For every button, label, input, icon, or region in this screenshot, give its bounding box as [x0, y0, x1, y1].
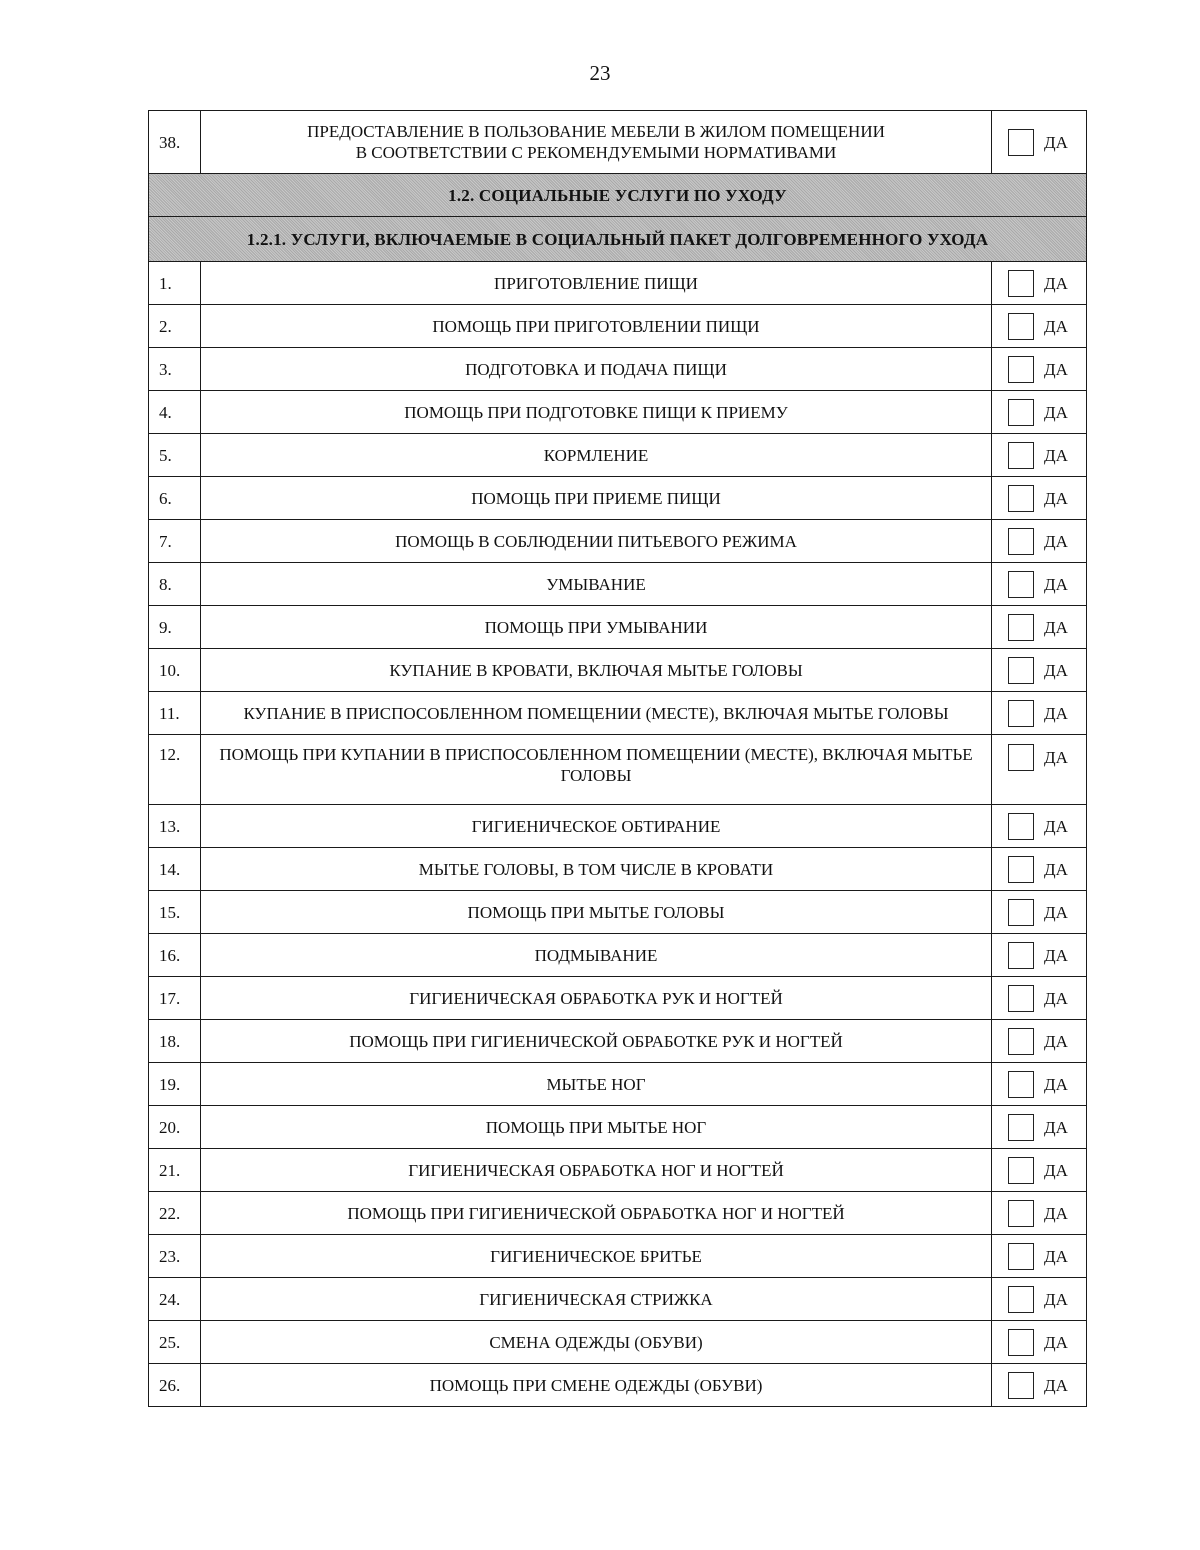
row-checkbox-cell [992, 477, 1087, 520]
row-number: 14. [149, 848, 201, 891]
row-checkbox-cell [992, 977, 1087, 1020]
row-service-name: ПОМОЩЬ В СОБЛЮДЕНИИ ПИТЬЕВОГО РЕЖИМА [201, 520, 992, 563]
row-service-name: ПОМОЩЬ ПРИ ПРИЕМЕ ПИЩИ [201, 477, 992, 520]
yes-checkbox-label: ДА [1044, 1203, 1068, 1223]
row-service-name: ПОМОЩЬ ПРИ ПРИГОТОВЛЕНИИ ПИЩИ [201, 305, 992, 348]
row-service-name: ПОМОЩЬ ПРИ ГИГИЕНИЧЕСКОЙ ОБРАБОТКЕ РУК И НОГТЕЙ [201, 1020, 992, 1063]
row-service-name: ПОМОЩЬ ПРИ УМЫВАНИИ [201, 606, 992, 649]
row-number: 8. [149, 563, 201, 606]
table-row [149, 805, 1087, 848]
table-row [149, 111, 1087, 174]
row-service-name: УМЫВАНИЕ [201, 563, 992, 606]
table-row [149, 1063, 1087, 1106]
table-row [149, 1106, 1087, 1149]
yes-checkbox[interactable] [1008, 313, 1034, 340]
row-number: 5. [149, 434, 201, 477]
row-number: 38. [149, 111, 201, 174]
yes-checkbox[interactable] [1008, 1372, 1034, 1399]
table-row [149, 1192, 1087, 1235]
yes-checkbox-label: ДА [1044, 273, 1068, 293]
row-number: 3. [149, 348, 201, 391]
row-checkbox-cell [992, 305, 1087, 348]
section-title: 1.2. СОЦИАЛЬНЫЕ УСЛУГИ ПО УХОДУ [149, 174, 1087, 217]
table-row [149, 1278, 1087, 1321]
yes-checkbox-label: ДА [1044, 132, 1068, 152]
row-service-name: ГИГИЕНИЧЕСКАЯ ОБРАБОТКА РУК И НОГТЕЙ [201, 977, 992, 1020]
table-row [149, 1149, 1087, 1192]
row-number: 16. [149, 934, 201, 977]
row-service-name: КУПАНИЕ В КРОВАТИ, ВКЛЮЧАЯ МЫТЬЕ ГОЛОВЫ [201, 649, 992, 692]
table-row [149, 692, 1087, 735]
row-service-name: СМЕНА ОДЕЖДЫ (ОБУВИ) [201, 1321, 992, 1364]
row-checkbox-cell [992, 1063, 1087, 1106]
row-number: 7. [149, 520, 201, 563]
yes-checkbox-label: ДА [1044, 988, 1068, 1008]
yes-checkbox[interactable] [1008, 744, 1034, 771]
yes-checkbox-label: ДА [1044, 1117, 1068, 1137]
yes-checkbox-label: ДА [1044, 660, 1068, 680]
row-checkbox-cell [992, 735, 1087, 805]
yes-checkbox-label: ДА [1044, 1332, 1068, 1352]
row-number: 6. [149, 477, 201, 520]
yes-checkbox-label: ДА [1044, 859, 1068, 879]
row-checkbox-cell [992, 805, 1087, 848]
yes-checkbox[interactable] [1008, 528, 1034, 555]
row-service-name: ПОМОЩЬ ПРИ ГИГИЕНИЧЕСКОЙ ОБРАБОТКА НОГ И НОГТЕЙ [201, 1192, 992, 1235]
row-service-name: МЫТЬЕ ГОЛОВЫ, В ТОМ ЧИСЛЕ В КРОВАТИ [201, 848, 992, 891]
row-service-name: МЫТЬЕ НОГ [201, 1063, 992, 1106]
yes-checkbox-label: ДА [1044, 1160, 1068, 1180]
table-row [149, 262, 1087, 305]
row-service-name: ПРИГОТОВЛЕНИЕ ПИЩИ [201, 262, 992, 305]
row-number: 24. [149, 1278, 201, 1321]
row-checkbox-cell [992, 848, 1087, 891]
yes-checkbox[interactable] [1008, 129, 1034, 156]
table-row [149, 391, 1087, 434]
yes-checkbox-label: ДА [1044, 1375, 1068, 1395]
row-number: 13. [149, 805, 201, 848]
yes-checkbox[interactable] [1008, 1114, 1034, 1141]
row-number: 18. [149, 1020, 201, 1063]
yes-checkbox-label: ДА [1044, 531, 1068, 551]
yes-checkbox[interactable] [1008, 813, 1034, 840]
yes-checkbox-label: ДА [1044, 945, 1068, 965]
yes-checkbox-label: ДА [1044, 1246, 1068, 1266]
row-checkbox-cell [992, 649, 1087, 692]
row-service-name [201, 111, 992, 174]
row-service-name-line1: ПРЕДОСТАВЛЕНИЕ В ПОЛЬЗОВАНИЕ МЕБЕЛИ В ЖИЛОМ ПОМЕЩЕНИИ [307, 122, 885, 141]
row-checkbox-cell [992, 563, 1087, 606]
row-service-name: ГИГИЕНИЧЕСКОЕ БРИТЬЕ [201, 1235, 992, 1278]
table-row [149, 1364, 1087, 1407]
yes-checkbox-label: ДА [1044, 445, 1068, 465]
table-row [149, 934, 1087, 977]
row-service-name: ГИГИЕНИЧЕСКОЕ ОБТИРАНИЕ [201, 805, 992, 848]
row-checkbox-cell [992, 891, 1087, 934]
row-number: 19. [149, 1063, 201, 1106]
yes-checkbox-label: ДА [1044, 574, 1068, 594]
yes-checkbox[interactable] [1008, 657, 1034, 684]
yes-checkbox[interactable] [1008, 1329, 1034, 1356]
row-checkbox-cell [992, 111, 1087, 174]
yes-checkbox[interactable] [1008, 700, 1034, 727]
row-service-name: КОРМЛЕНИЕ [201, 434, 992, 477]
row-service-name: ПОМОЩЬ ПРИ СМЕНЕ ОДЕЖДЫ (ОБУВИ) [201, 1364, 992, 1407]
row-number: 9. [149, 606, 201, 649]
yes-checkbox[interactable] [1008, 571, 1034, 598]
yes-checkbox-label: ДА [1044, 1031, 1068, 1051]
yes-checkbox[interactable] [1008, 1028, 1034, 1055]
row-checkbox-cell [992, 1149, 1087, 1192]
row-number: 21. [149, 1149, 201, 1192]
yes-checkbox[interactable] [1008, 1071, 1034, 1098]
row-service-name-line2: В СООТВЕТСТВИИ С РЕКОМЕНДУЕМЫМИ НОРМАТИВАМИ [355, 143, 837, 162]
yes-checkbox[interactable] [1008, 1286, 1034, 1313]
yes-checkbox-label: ДА [1044, 402, 1068, 422]
table-row [149, 434, 1087, 477]
row-number: 17. [149, 977, 201, 1020]
row-service-name: ГИГИЕНИЧЕСКАЯ СТРИЖКА [201, 1278, 992, 1321]
yes-checkbox[interactable] [1008, 985, 1034, 1012]
yes-checkbox[interactable] [1008, 270, 1034, 297]
row-number: 26. [149, 1364, 201, 1407]
yes-checkbox-label: ДА [1044, 1289, 1068, 1309]
yes-checkbox-label: ДА [1044, 902, 1068, 922]
yes-checkbox[interactable] [1008, 1200, 1034, 1227]
subsection-title: 1.2.1. УСЛУГИ, ВКЛЮЧАЕМЫЕ В СОЦИАЛЬНЫЙ ПАКЕТ ДОЛГОВРЕМЕННОГО УХОДА [149, 217, 1087, 262]
table-row [149, 348, 1087, 391]
table-row [149, 606, 1087, 649]
yes-checkbox-label: ДА [1044, 359, 1068, 379]
page-number: 23 [589, 61, 611, 85]
row-number: 10. [149, 649, 201, 692]
table-row [149, 1020, 1087, 1063]
table-row [149, 1235, 1087, 1278]
row-number: 25. [149, 1321, 201, 1364]
row-number: 4. [149, 391, 201, 434]
table-row [149, 305, 1087, 348]
row-checkbox-cell [992, 262, 1087, 305]
row-checkbox-cell [992, 434, 1087, 477]
row-number: 15. [149, 891, 201, 934]
row-checkbox-cell [992, 1106, 1087, 1149]
table-row [149, 649, 1087, 692]
table-row [149, 477, 1087, 520]
yes-checkbox-label: ДА [1044, 703, 1068, 723]
section-header [149, 174, 1087, 217]
yes-checkbox[interactable] [1008, 942, 1034, 969]
table-row [149, 563, 1087, 606]
yes-checkbox-label: ДА [1044, 316, 1068, 336]
row-service-name: ПОМОЩЬ ПРИ ПОДГОТОВКЕ ПИЩИ К ПРИЕМУ [201, 391, 992, 434]
row-service-name: ПОМОЩЬ ПРИ МЫТЬЕ НОГ [201, 1106, 992, 1149]
table-row [149, 891, 1087, 934]
row-number: 23. [149, 1235, 201, 1278]
row-service-name: ПОМОЩЬ ПРИ КУПАНИИ В ПРИСПОСОБЛЕННОМ ПОМЕЩЕНИИ (МЕСТЕ), ВКЛЮЧАЯ МЫТЬЕ ГОЛОВЫ [201, 735, 992, 805]
table-row [149, 977, 1087, 1020]
yes-checkbox-label: ДА [1044, 1074, 1068, 1094]
table-row [149, 735, 1087, 805]
subsection-header [149, 217, 1087, 262]
row-checkbox-cell [992, 1321, 1087, 1364]
row-number: 12. [149, 735, 201, 805]
row-checkbox-cell [992, 692, 1087, 735]
yes-checkbox-label: ДА [1044, 488, 1068, 508]
yes-checkbox[interactable] [1008, 399, 1034, 426]
row-checkbox-cell [992, 606, 1087, 649]
row-number: 2. [149, 305, 201, 348]
yes-checkbox[interactable] [1008, 442, 1034, 469]
row-service-name: ПОМОЩЬ ПРИ МЫТЬЕ ГОЛОВЫ [201, 891, 992, 934]
yes-checkbox[interactable] [1008, 485, 1034, 512]
yes-checkbox[interactable] [1008, 614, 1034, 641]
table-row [149, 520, 1087, 563]
yes-checkbox[interactable] [1008, 1243, 1034, 1270]
row-service-name: ГИГИЕНИЧЕСКАЯ ОБРАБОТКА НОГ И НОГТЕЙ [201, 1149, 992, 1192]
row-service-name: ПОДМЫВАНИЕ [201, 934, 992, 977]
row-service-name: КУПАНИЕ В ПРИСПОСОБЛЕННОМ ПОМЕЩЕНИИ (МЕСТЕ), ВКЛЮЧАЯ МЫТЬЕ ГОЛОВЫ [201, 692, 992, 735]
row-number: 22. [149, 1192, 201, 1235]
row-checkbox-cell [992, 1364, 1087, 1407]
row-number: 20. [149, 1106, 201, 1149]
row-checkbox-cell [992, 1192, 1087, 1235]
row-number: 11. [149, 692, 201, 735]
row-checkbox-cell [992, 1235, 1087, 1278]
table-row [149, 848, 1087, 891]
yes-checkbox-label: ДА [1044, 617, 1068, 637]
row-checkbox-cell [992, 520, 1087, 563]
yes-checkbox-label: ДА [1044, 748, 1068, 767]
services-table [148, 110, 1087, 1407]
yes-checkbox-label: ДА [1044, 816, 1068, 836]
yes-checkbox[interactable] [1008, 356, 1034, 383]
yes-checkbox[interactable] [1008, 899, 1034, 926]
row-service-name: ПОДГОТОВКА И ПОДАЧА ПИЩИ [201, 348, 992, 391]
row-checkbox-cell [992, 1278, 1087, 1321]
row-checkbox-cell [992, 934, 1087, 977]
row-checkbox-cell [992, 348, 1087, 391]
row-checkbox-cell [992, 1020, 1087, 1063]
row-checkbox-cell [992, 391, 1087, 434]
row-number: 1. [149, 262, 201, 305]
yes-checkbox[interactable] [1008, 856, 1034, 883]
yes-checkbox[interactable] [1008, 1157, 1034, 1184]
table-row [149, 1321, 1087, 1364]
